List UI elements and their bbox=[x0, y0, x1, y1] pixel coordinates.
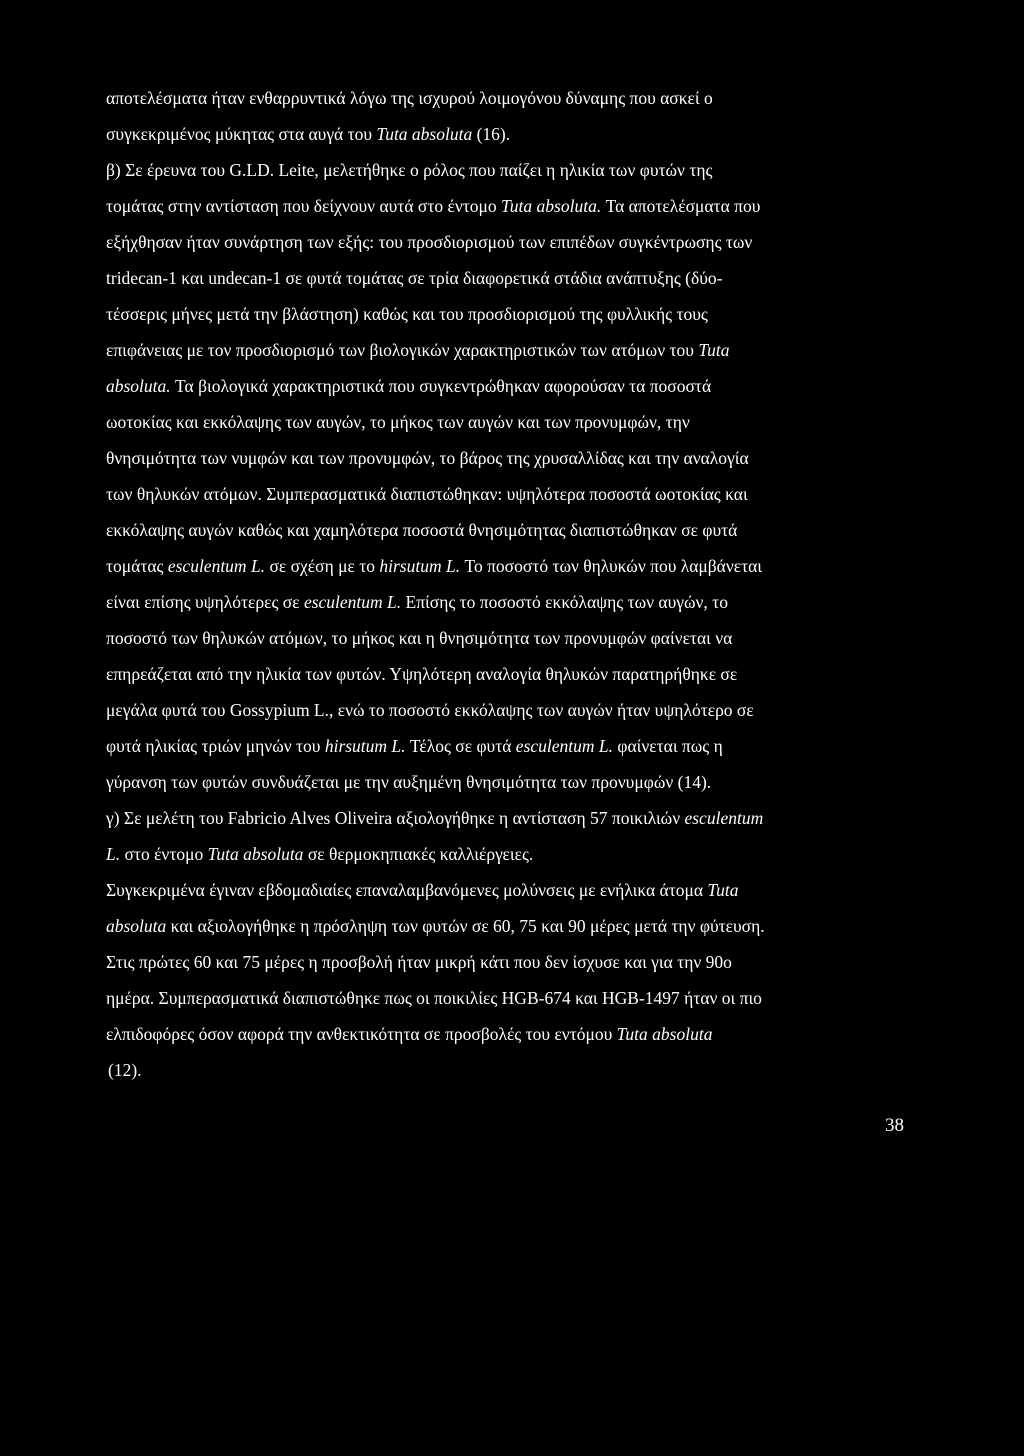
italic-text: Tuta absoluta bbox=[207, 844, 304, 864]
text-line bbox=[106, 484, 748, 504]
text-run: μεγάλα φυτά του Gossypium L., ενώ το ποσοστό εκκόλαψης των αυγών ήταν υψηλότερο σε bbox=[106, 700, 754, 720]
text-run: Τα αποτελέσματα που bbox=[601, 196, 761, 216]
text-line bbox=[108, 1060, 142, 1080]
text-run: ελπιδοφόρες όσον αφορά την ανθεκτικότητα σε προσβολές του εντόμου bbox=[106, 1024, 617, 1044]
page-number: 38 bbox=[885, 1115, 904, 1136]
text-line bbox=[106, 448, 749, 468]
text-run: Συγκεκριμένα έγιναν εβδομαδιαίες επαναλαμβανόμενες μολύνσεις με ενήλικα άτομα bbox=[106, 880, 708, 900]
text-run: αποτελέσματα ήταν ενθαρρυντικά λόγω της ισχυρού λοιμογόνου δύναμης που ασκεί ο bbox=[106, 88, 713, 108]
text-run: επηρεάζεται από την ηλικία των φυτών. Υψηλότερη αναλογία θηλυκών παρατηρήθηκε σε bbox=[106, 664, 738, 684]
text-run: σε σχέση με το bbox=[265, 556, 380, 576]
text-line bbox=[106, 268, 722, 288]
italic-text: hirsutum L. bbox=[324, 736, 406, 756]
text-line bbox=[106, 844, 533, 864]
text-line bbox=[106, 160, 712, 180]
text-run: ποσοστό των θηλυκών ατόμων, το μήκος και η θνησιμότητα των προνυμφών φαίνεται να bbox=[106, 628, 733, 648]
text-line bbox=[106, 124, 510, 144]
text-run: ημέρα. Συμπερασματικά διαπιστώθηκε πως οι ποικιλίες HGB-674 και HGB-1497 ήταν οι πιο bbox=[106, 988, 762, 1008]
italic-text: Tuta absoluta bbox=[376, 124, 473, 144]
text-line bbox=[106, 952, 732, 972]
italic-text: esculentum L. bbox=[303, 592, 402, 612]
text-run: ωοτοκίας και εκκόλαψης των αυγών, το μήκος των αυγών και των προνυμφών, την bbox=[106, 412, 690, 432]
text-line bbox=[106, 232, 752, 252]
text-run: φυτά ηλικίας τριών μηνών του bbox=[106, 736, 325, 756]
text-line bbox=[106, 736, 723, 756]
italic-text: esculentum bbox=[684, 808, 764, 828]
text-run: τομάτας στην αντίσταση που δείχνουν αυτά στο έντομο bbox=[106, 196, 502, 216]
text-line bbox=[106, 700, 754, 720]
text-run: Επίσης το ποσοστό εκκόλαψης των αυγών, το bbox=[401, 592, 728, 612]
italic-text: absoluta bbox=[106, 916, 167, 936]
text-line bbox=[106, 916, 765, 936]
text-line bbox=[106, 664, 737, 684]
text-run: γύρανση των φυτών συνδυάζεται με την αυξημένη θνησιμότητα των προνυμφών (14). bbox=[106, 772, 712, 792]
text-run: είναι επίσης υψηλότερες σε bbox=[106, 592, 304, 612]
text-run: Τέλος σε φυτά bbox=[405, 736, 516, 756]
text-run: τομάτας bbox=[106, 556, 168, 576]
text-run: γ) Σε μελέτη του Fabricio Alves Oliveira αξιολογήθηκε η αντίσταση 57 ποικιλιών bbox=[106, 808, 685, 828]
text-line bbox=[106, 196, 760, 216]
text-run: στο έντομο bbox=[120, 844, 208, 864]
text-run: τέσσερις μήνες μετά την βλάστηση) καθώς και του προσδιορισμού της φυλλικής τους bbox=[106, 304, 708, 324]
text-run: (16). bbox=[472, 124, 511, 144]
text-run: εξήχθησαν ήταν συνάρτηση των εξής: του προσδιορισμού των επιπέδων συγκέντρωσης των bbox=[106, 232, 753, 252]
text-line bbox=[106, 376, 711, 396]
text-run: σε θερμοκηπιακές καλλιέργειες. bbox=[303, 844, 534, 864]
italic-text: Tuta bbox=[698, 340, 730, 360]
text-run: (12). bbox=[108, 1060, 142, 1080]
italic-text: Tuta absoluta. bbox=[501, 196, 602, 216]
italic-text: hirsutum L. bbox=[379, 556, 461, 576]
text-run: β) Σε έρευνα του G.LD. Leite, μελετήθηκε ο ρόλος που παίζει η ηλικία των φυτών της bbox=[106, 160, 713, 180]
text-line bbox=[106, 340, 729, 360]
text-run: Το ποσοστό των θηλυκών που λαμβάνεται bbox=[460, 556, 763, 576]
text-run: των θηλυκών ατόμων. Συμπερασματικά διαπιστώθηκαν: υψηλότερα ποσοστά ωοτοκίας και bbox=[106, 484, 748, 504]
text-run: θνησιμότητα των νυμφών και των προνυμφών, το βάρος της χρυσαλλίδας και την αναλογία bbox=[106, 448, 749, 468]
text-line bbox=[106, 1024, 712, 1044]
text-line bbox=[106, 628, 732, 648]
italic-text: Tuta bbox=[707, 880, 739, 900]
text-run: εκκόλαψης αυγών καθώς και χαμηλότερα ποσοστά θνησιμότητας διαπιστώθηκαν σε φυτά bbox=[106, 520, 738, 540]
text-run: tridecan-1 και undecan-1 σε φυτά τομάτας σε τρία διαφορετικά στάδια ανάπτυξης (δύο- bbox=[106, 268, 723, 288]
text-run: Τα βιολογικά χαρακτηριστικά που συγκεντρώθηκαν αφορούσαν τα ποσοστά bbox=[170, 376, 712, 396]
text-line bbox=[106, 592, 728, 612]
italic-text: Tuta absoluta bbox=[616, 1024, 713, 1044]
text-run: Στις πρώτες 60 και 75 μέρες η προσβολή ήταν μικρή κάτι που δεν ίσχυσε και για την 90ο bbox=[106, 952, 732, 972]
text-line bbox=[106, 880, 739, 900]
text-line bbox=[106, 520, 737, 540]
text-run: συγκεκριμένος μύκητας στα αυγά του bbox=[106, 124, 377, 144]
text-run: και αξιολογήθηκε η πρόσληψη των φυτών σε 60, 75 και 90 μέρες μετά την φύτευση. bbox=[166, 916, 765, 936]
text-line bbox=[106, 772, 711, 792]
text-line bbox=[106, 556, 762, 576]
text-line bbox=[106, 988, 762, 1008]
italic-text: absoluta. bbox=[106, 376, 171, 396]
text-line bbox=[106, 304, 708, 324]
italic-text: L. bbox=[106, 844, 121, 864]
text-line bbox=[106, 808, 763, 828]
text-run: φαίνεται πως η bbox=[613, 736, 723, 756]
italic-text: esculentum L. bbox=[515, 736, 614, 756]
text-line bbox=[106, 412, 690, 432]
text-run: επιφάνειας με τον προσδιορισμό των βιολογικών χαρακτηριστικών των ατόμων του bbox=[106, 340, 699, 360]
text-line bbox=[106, 88, 713, 108]
italic-text: esculentum L. bbox=[167, 556, 266, 576]
